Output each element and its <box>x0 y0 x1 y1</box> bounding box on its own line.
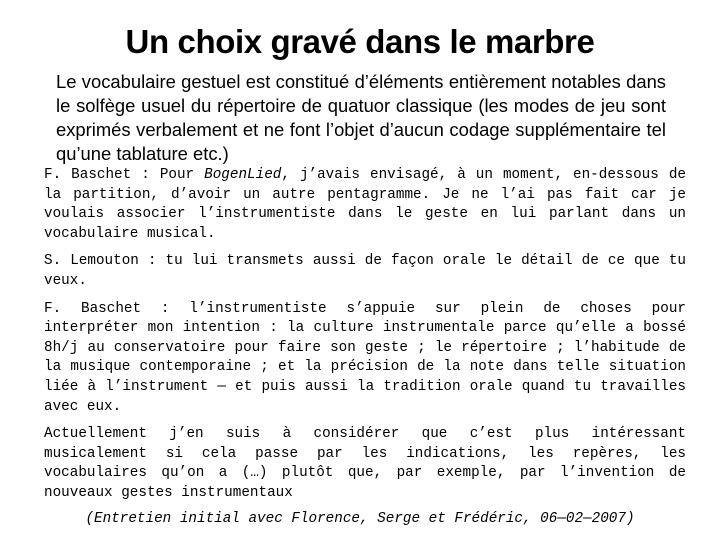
quote-text: , j’avais envisagé, à un moment, en-dessous de la partition, d’avoir un autre pentagramme. Je ne l’ai pas fait car je voulais associer l’instrumentiste dans le geste en lui parlant dans un vocabulaire musical. <box>44 167 686 242</box>
quote-baschet-1 <box>44 166 686 244</box>
quote-text: Pour <box>159 167 205 183</box>
interview-excerpt <box>44 166 686 504</box>
intro-paragraph: Le vocabulaire gestuel est constitué d’éléments entièrement notables dans le solfège usuel du répertoire de quatuor classique (les modes de jeu sont exprimés verbalement et ne font l’objet d’aucun codage supplémentaire tel qu’une tablature etc.) <box>56 71 666 164</box>
speaker-label: F. Baschet : <box>44 300 190 317</box>
quote-lemouton <box>44 252 686 291</box>
page-title: Un choix gravé dans le marbre <box>125 23 595 60</box>
speaker-label: F. Baschet : <box>44 167 160 183</box>
quote-continuation <box>44 425 686 503</box>
quote-text: tu lui transmets aussi de façon orale le détail de ce que tu veux. <box>44 253 686 289</box>
quote-text: Actuellement j’en suis à considérer que c’est plus intéressant musicalement si cela passe par les indications, les repères, les vocabulaires qu’on a (…) plutôt que, par exemple, par l’invention de nouveaux gestes instrumentaux <box>44 426 686 501</box>
quote-baschet-2 <box>44 300 686 418</box>
source-caption: (Entretien initial avec Florence, Serge et Frédéric, 06—02—2007) <box>85 511 635 527</box>
speaker-label: S. Lemouton : <box>44 253 166 270</box>
quote-text: l’instrumentiste s’appuie sur plein de choses pour interpréter mon intention : la culture instrumentale parce qu’elle a bossé 8h/j au conservatoire pour faire son geste ; le répertoire ; l’habitude de la musique contemporaine ; et la précision de la note dans telle situation liée à l’instrument — et puis aussi la tradition orale quand tu travailles avec eux. <box>44 300 686 415</box>
work-title: BogenLied <box>204 167 282 183</box>
